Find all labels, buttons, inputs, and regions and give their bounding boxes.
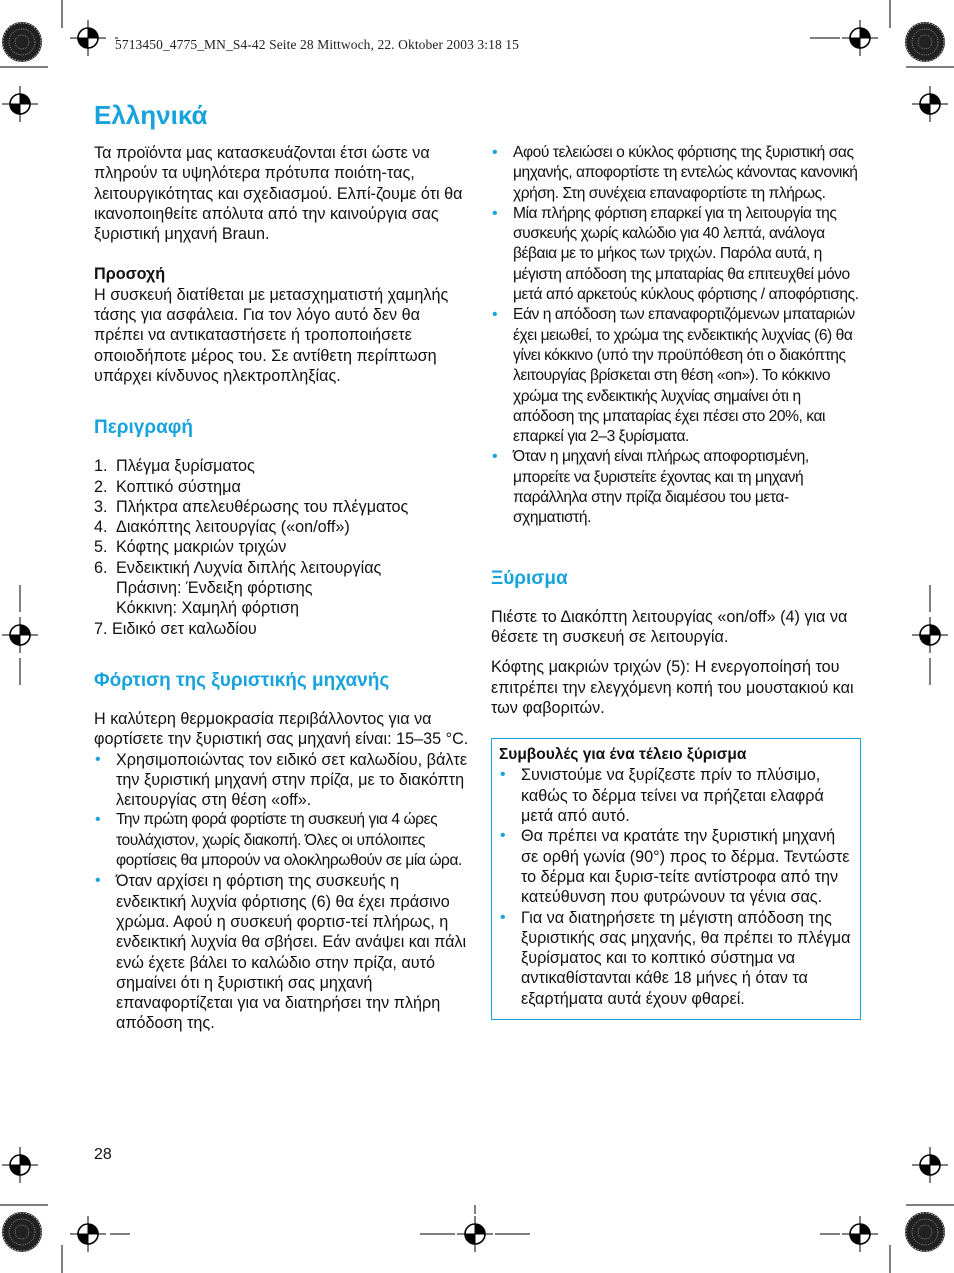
list-item: • Μία πλήρης φόρτιση επαρκεί για τη λειτουργία της συσκευής χωρίς καλώδιο για 40 λεπτά, ανάλογα βέβαια με το μήκος των τριχών. Παρόλα αυτά, η μέγιστη απόδοση της μπαταρίας θα επιτευχθεί μόνο μετά από αρκετούς κύκλους φόρτισης / αποφόρτισης.	[491, 204, 861, 305]
list-item: • Για να διατηρήσετε τη μέγιστη απόδοση της ξυριστικής σας μηχανής, θα πρέπει το πλέγμα ξυρίσματος και το κοπτικό σύστημα να αντικαθίστανται κάθε 18 μήνες ή όταν τα εξαρτήματα αυτά έχουν φθαρεί.	[499, 908, 852, 1009]
list-item: • Χρησιμοποιώντας τον ειδικό σετ καλωδίου, βάλτε την ξυριστική μηχανή στην πρίζα, με το διακόπτη λειτουργίας στη θέση «off».	[94, 750, 469, 811]
list-item: • Όταν η μηχανή είναι πλήρως αποφορτισμένη, μπορείτε να ξυριστείτε έχοντας και τη μηχανή παράλληλα στην πρίζα διαμέσου του μετα-σχηματιστή.	[491, 447, 861, 528]
list-item: • Την πρώτη φορά φορτίστε τη συσκευή για 4 ώρες τουλάχιστον, χωρίς διακοπή. Όλες οι υπόλοιπες φορτίσεις θα μπορούν να ολοκληρωθούν σε μία ώρα.	[94, 810, 469, 871]
page-number: 28	[94, 1146, 112, 1163]
list-item: • Θα πρέπει να κρατάτε την ξυριστική μηχανή σε ορθή γωνία (90°) προς το δέρμα. Τεντώστε το δέρμα και ξυρισ-τείτε αντίστροφα από την κατεύθυνση που φυτρώνουν τα γένια σας.	[499, 826, 852, 907]
page-title: Ελληνικά	[94, 100, 208, 130]
list-item: 1. Πλέγμα ξυρίσματος	[94, 457, 255, 476]
charging-heading: Φόρτιση της ξυριστικής μηχανής	[94, 669, 390, 691]
caution-heading: Προσοχή	[94, 265, 166, 284]
tips-heading: Συμβουλές για ένα τέλειο ξύρισμα	[499, 746, 747, 764]
charging-bullets-continued	[491, 143, 861, 529]
print-info-header: 5713450_4775_MN_S4-42 Seite 28 Mittwoch, 22. Oktober 2003 3:18 15	[115, 37, 519, 52]
charging-intro: Η καλύτερη θερμοκρασία περιβάλλοντος για να φορτίσετε την ξυριστική σας μηχανή είναι: 15–35 °C.	[94, 709, 469, 749]
intro-paragraph: Τα προϊόντα μας κατασκευάζονται έτσι ώστε να πληρούν τα υψηλότερα πρότυπα ποιότη-τας, λειτουργικότητας και σχεδιασμού. Ελπί-ζουμε ότι θα ικανοποιηθείτε απόλυτα από την καινούργια σας ξυριστική μηχανή Braun.	[94, 144, 463, 244]
description-heading: Περιγραφή	[94, 417, 193, 439]
right-column	[491, 143, 861, 1020]
list-item: • Συνιστούμε να ξυρίζεστε πρίν το πλύσιμο, καθώς το δέρμα τείνει να πρήζεται ελαφρά μετά από αυτό.	[499, 765, 852, 826]
list-item: • Αφού τελειώσει ο κύκλος φόρτισης της ξυριστική σας μηχανής, αποφορτίστε τη εντελώς κάνοντας κανονική χρήση. Στη συνέχεια επαναφορτίστε τη πλήρως.	[491, 143, 861, 204]
list-item: 6. Ενδεικτική Λυχνία διπλής λειτουργίας	[94, 558, 382, 577]
shaving-heading: Ξύρισμα	[491, 567, 568, 589]
tips-bullets	[499, 765, 852, 1009]
list-item-sub-red: Κόκκινη: Χαμηλή φόρτιση	[116, 599, 300, 618]
list-item: • Εάν η απόδοση των επαναφορτιζόμενων μπαταριών έχει μειωθεί, το χρώμα της ενδεικτικής λυχνίας (6) θα γίνει κόκκινο (υπό την προϋπόθεση ότι ο διακόπτης λειτουργίας βρίσκεται στη θέση «on»). Το κόκκινο χρώμα της ενδεικτικής λυχνίας σημαίνει ότι η απόδοση της μπαταρίας έχει πέσει στο 20%, και επαρκεί για 2–3 ξυρίσματα.	[491, 305, 861, 447]
list-item: 7. Ειδικό σετ καλωδίου	[94, 619, 257, 638]
list-item: • Όταν αρχίσει η φόρτιση της συσκευής η ενδεικτική λυχνία φόρτισης (6) θα έχει πράσινο χρώμα. Αφού η συσκευή φορτισ-τεί πλήρως, η ενδεικτική λυχνία θα σβήσει. Εάν ανάψει και πάλι ενώ έχετε βάλει το καλώδιο στην πρίζα, αυτό σημαίνει ότι η ξυριστική σας μηχανή επαναφορτίζεται για να διατηρήσει την πλήρη απόδοση της.	[94, 871, 469, 1033]
charging-bullets	[94, 750, 469, 1034]
list-item: 2. Κοπτικό σύστημα	[94, 477, 241, 496]
list-item: 3. Πλήκτρα απελευθέρωσης του πλέγματος	[94, 497, 409, 516]
left-column	[94, 143, 469, 1034]
parts-list	[94, 456, 469, 639]
list-item: 5. Κόφτης μακριών τριχών	[94, 538, 287, 557]
tips-box	[491, 738, 861, 1020]
shaving-paragraph-1: Πιέστε το Διακόπτη λειτουργίας «on/off» (4) για να θέσετε τη συσκευή σε λειτουργία.	[491, 607, 848, 646]
list-item: 4. Διακόπτης λειτουργίας («on/off»)	[94, 518, 350, 537]
list-item-sub-green: Πράσινη: Ένδειξη φόρτισης	[116, 579, 313, 598]
caution-text: Η συσκευή διατίθεται με μετασχηματιστή χαμηλής τάσης για ασφάλεια. Για τον λόγο αυτό δεν θα πρέπει να αντικαταστήσετε ή τροποποιήσετε οποιοδήποτε μέρος του. Σε αντίθετη περίπτωση υπάρχει κίνδυνος ηλεκτροπληξίας.	[94, 285, 449, 385]
shaving-paragraph-2: Κόφτης μακριών τριχών (5): Η ενεργοποίησή του επιτρέπει την ελεγχόμενη κοπή του μουστακιού και των φαβοριτών.	[491, 658, 854, 717]
